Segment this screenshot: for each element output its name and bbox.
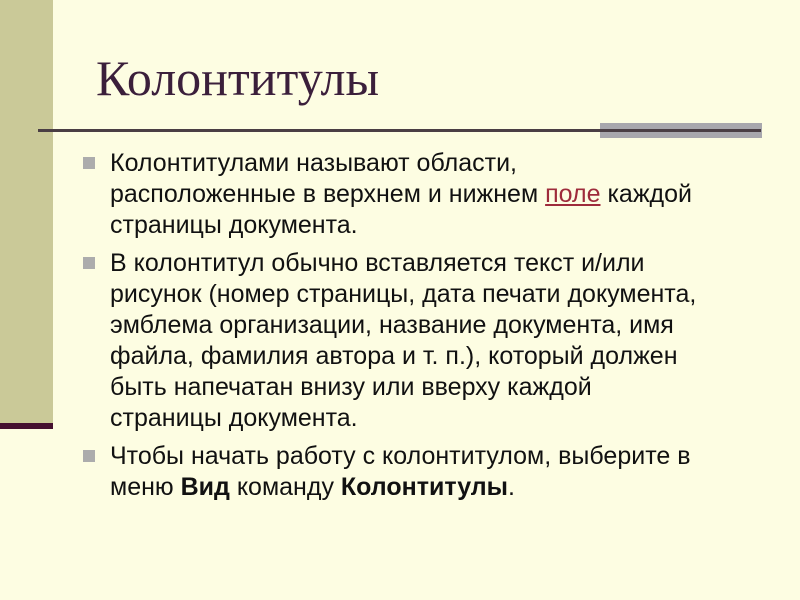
text-line <box>110 372 763 403</box>
text-segment: команду <box>229 473 341 501</box>
text-segment: каждой <box>600 180 693 208</box>
text-segment: . <box>508 473 515 501</box>
bullet-text <box>110 248 763 434</box>
bullet-text <box>110 148 763 241</box>
text-line <box>110 210 763 241</box>
text-line <box>110 441 763 472</box>
bullet-square-icon <box>83 257 95 269</box>
bullet-list <box>83 148 763 510</box>
slide-title: Колонтитулы <box>96 50 380 106</box>
text-line <box>110 248 763 279</box>
text-segment: В колонтитул обычно вставляется текст и/или <box>110 249 645 277</box>
bullet-square-icon <box>83 450 95 462</box>
text-line <box>110 179 763 210</box>
text-segment: меню <box>110 473 181 501</box>
text-segment: быть напечатан внизу или вверху каждой <box>110 373 592 401</box>
bullet-square-icon <box>83 157 95 169</box>
text-line <box>110 341 763 372</box>
bold-text: Колонтитулы <box>340 473 509 501</box>
text-line <box>110 310 763 341</box>
hyperlink-pole[interactable]: поле <box>545 180 601 208</box>
text-segment: файла, фамилия автора и т. п.), который должен <box>110 342 678 370</box>
text-segment: страницы документа. <box>110 211 358 239</box>
left-accent-band-cap <box>0 423 53 429</box>
text-segment: рисунок (номер страницы, дата печати документа, <box>110 280 697 308</box>
bullet-text <box>110 441 763 503</box>
bullet-item <box>83 248 763 434</box>
text-line <box>110 472 763 503</box>
text-segment: Колонтитулами называют области, <box>110 149 517 177</box>
text-segment: расположенные в верхнем и нижнем <box>110 180 546 208</box>
bullet-item <box>83 148 763 241</box>
text-line <box>110 403 763 434</box>
left-accent-band <box>0 0 53 423</box>
text-segment: эмблема организации, название документа, имя <box>110 311 674 339</box>
bullet-item <box>83 441 763 503</box>
bold-text: Вид <box>180 473 230 501</box>
title-underline-rule <box>38 129 761 132</box>
text-line <box>110 279 763 310</box>
text-line <box>110 148 763 179</box>
text-segment: Чтобы начать работу с колонтитулом, выберите в <box>110 442 691 470</box>
text-segment: страницы документа. <box>110 404 358 432</box>
